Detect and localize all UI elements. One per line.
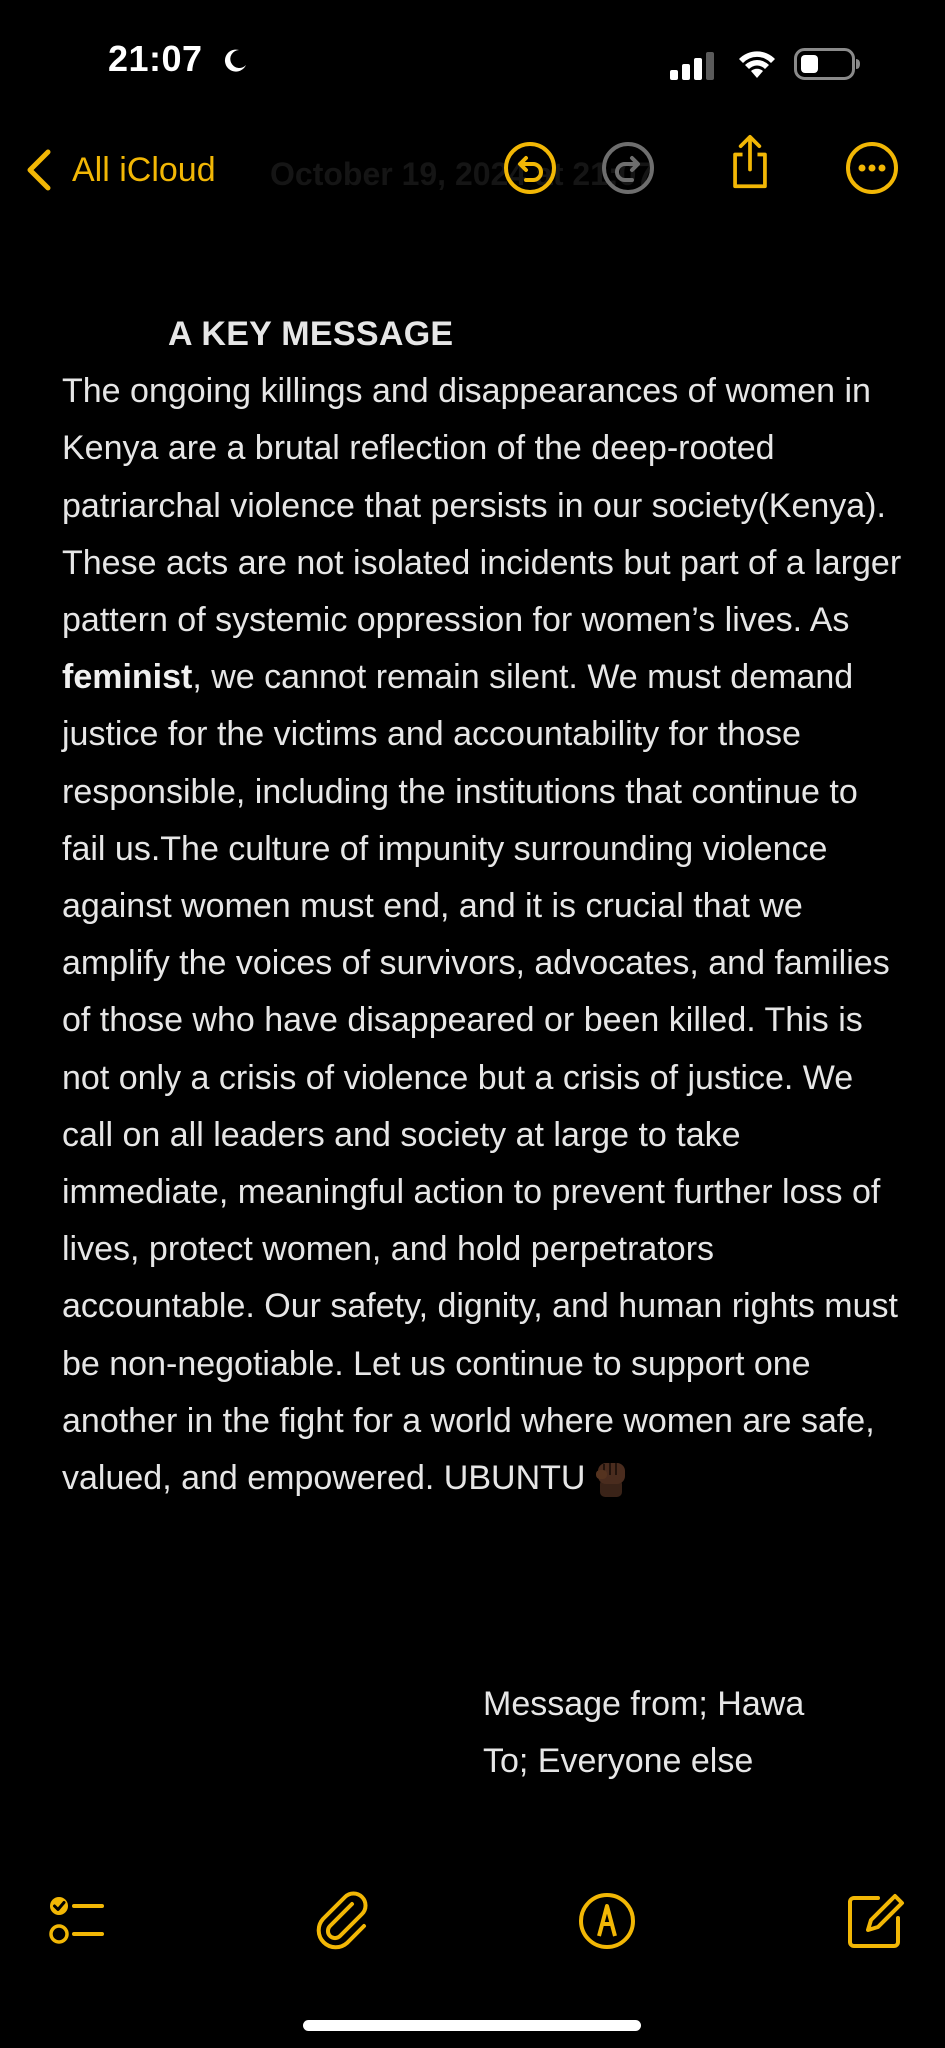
- note-body: [62, 363, 902, 1507]
- paperclip-icon[interactable]: [312, 1890, 374, 1952]
- cellular-signal-icon: [668, 50, 718, 80]
- note-body-text-part2: , we cannot remain silent. We must demand justice for the victims and accountability for those responsible, including the institutions that continue to fail us.The culture of impunity surrounding violence against women must end, and it is crucial that we amplify the voices of survivors, advocates, and families of those who have disappeared or been killed. This is not only a crisis of violence but a crisis of justice. We call on all leaders and society at large to take immediate, meaningful action to prevent further loss of lives, protect women, and hold perpetrators accountable. Our safety, dignity, and human rights must be non-negotiable. Let us continue to support one another in the fight for a world where women are safe, valued, and empowered. UBUNTU: [62, 658, 898, 1498]
- battery-icon: [794, 48, 862, 80]
- status-time: 21:07: [108, 38, 203, 79]
- share-icon[interactable]: [722, 134, 778, 190]
- note-body-text-part1: The ongoing killings and disappearances of women in Kenya are a brutal reflection of the deep-rooted patriarchal violence that persists in our society(Kenya). These acts are not isolated incidents but part of a larger pattern of systemic oppression for women’s lives. As: [62, 372, 902, 640]
- note-title: A KEY MESSAGE: [168, 315, 454, 353]
- raised-fist-emoji: [591, 1455, 631, 1497]
- back-button-label: All iCloud: [72, 150, 216, 189]
- compose-icon[interactable]: [844, 1890, 906, 1952]
- back-button[interactable]: [24, 140, 216, 200]
- chevron-left-icon: [24, 148, 54, 192]
- status-bar: [0, 0, 945, 120]
- home-indicator[interactable]: [303, 2020, 641, 2031]
- moon-icon: [222, 48, 248, 74]
- note-signature: [483, 1676, 804, 1790]
- signature-from: Message from; Hawa: [483, 1685, 805, 1723]
- checklist-icon[interactable]: [46, 1890, 108, 1952]
- more-icon[interactable]: [844, 140, 900, 196]
- faded-note-date: October 19, 2024 at 21:07: [270, 156, 655, 192]
- note-content[interactable]: [62, 306, 902, 1507]
- markup-pen-icon[interactable]: [576, 1890, 638, 1952]
- bottom-toolbar: [0, 1890, 945, 1960]
- note-body-bold-word: feminist: [62, 658, 193, 697]
- redo-icon[interactable]: [600, 140, 656, 196]
- signature-to: To; Everyone else: [483, 1742, 754, 1781]
- note-nav-bar: [0, 130, 945, 210]
- wifi-icon: [736, 46, 778, 80]
- undo-icon[interactable]: [502, 140, 558, 196]
